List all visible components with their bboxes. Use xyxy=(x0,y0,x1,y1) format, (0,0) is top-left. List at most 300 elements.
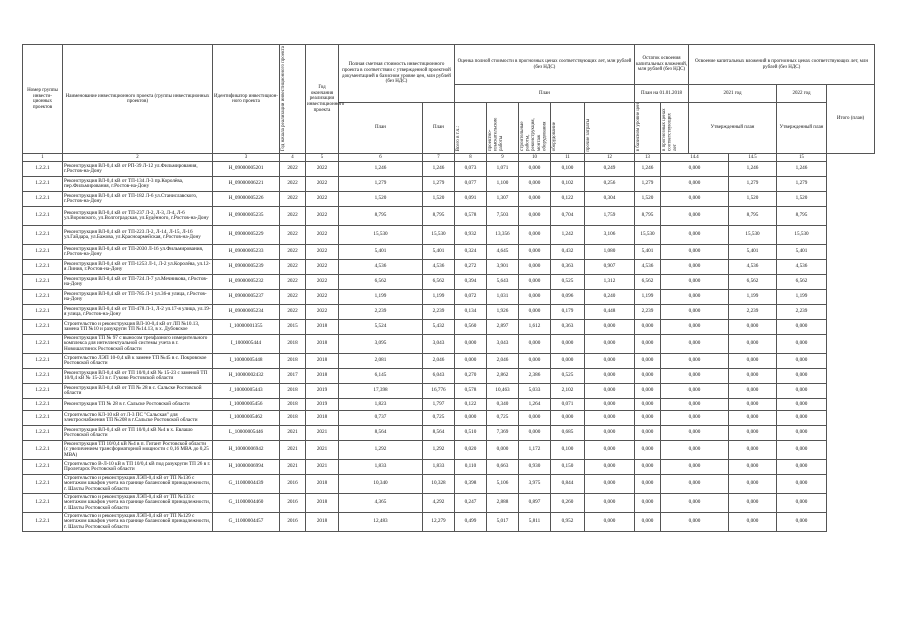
header-approved-plan-2022: Утвержденный план xyxy=(777,103,827,154)
remaining-base-cell: 0,000 xyxy=(635,335,661,354)
approved-2021-cell: 0,000 xyxy=(661,411,729,426)
pir-cell: 5,643 xyxy=(487,275,519,290)
column-number-row xyxy=(23,154,875,162)
equipment-cell: 0,179 xyxy=(551,305,585,320)
project-id-cell: H_09000005233 xyxy=(213,245,280,260)
approved-2021-cell: 0,000 xyxy=(661,475,729,494)
start-year-cell: 2022 xyxy=(280,305,306,320)
total-cell: 0,560 xyxy=(455,320,487,335)
total-cell: 0,578 xyxy=(455,207,487,226)
header-sub-pir: проектно-изыскательские работы xyxy=(487,103,519,154)
start-year-cell: 2018 xyxy=(280,354,306,369)
full-cost-plan-cell: 1,246 xyxy=(339,162,423,177)
remaining-base-cell: 1,199 xyxy=(635,290,661,305)
estimate-plan-cell: 1,279 xyxy=(423,177,455,192)
column-number: 11 xyxy=(551,154,585,162)
start-year-cell: 2021 xyxy=(280,441,306,460)
project-name-cell: Реконструкция ВЛ-0,4 кВ от ТП-237 Л-2, Л-3, Л-4, Л-6 ул.Воровского, ул.Волгоградская, ул.Будённого, г.Ростов-на-Дону xyxy=(63,207,213,226)
table-row xyxy=(23,260,875,275)
equipment-cell: 0,102 xyxy=(551,177,585,192)
pir-cell: 0,000 xyxy=(487,441,519,460)
total-cell: 0,020 xyxy=(455,441,487,460)
project-name-cell: Реконструкция ВЛ-0,4 кВ от ТП-1253 Л-1, Л-2 ул.Королёва, ул.12-я Линия, г.Ростов-на-Дону xyxy=(63,260,213,275)
end-year-cell: 2018 xyxy=(306,411,339,426)
header-plan: План xyxy=(455,85,635,103)
total-cell: 0,072 xyxy=(455,290,487,305)
end-year-cell: 2022 xyxy=(306,275,339,290)
equipment-cell: 0,363 xyxy=(551,260,585,275)
end-year-cell: 2019 xyxy=(306,384,339,399)
table-row xyxy=(23,177,875,192)
group-no-cell: 1.2.2.1 xyxy=(23,260,63,275)
total-cell: 0,000 xyxy=(455,335,487,354)
project-id-cell: H_09000005229 xyxy=(213,226,280,245)
other-cell: 0,000 xyxy=(585,513,635,532)
project-name-cell: Реконструкция ВЛ-0,4 кВ от ТП-478 Л-1, Л-2 ул.17-я улица, ул.19-я улица, г.Ростов-на-Дону xyxy=(63,305,213,320)
other-cell: 0,240 xyxy=(585,290,635,305)
other-cell: 0,000 xyxy=(585,384,635,399)
equipment-cell: 0,952 xyxy=(551,513,585,532)
end-year-cell: 2022 xyxy=(306,207,339,226)
total-cell: 0,324 xyxy=(455,245,487,260)
other-cell: 0,000 xyxy=(585,475,635,494)
pir-cell: 7,369 xyxy=(487,426,519,441)
pir-cell: 13,356 xyxy=(487,226,519,245)
approved-2021-cell: 0,000 xyxy=(661,426,729,441)
total-cell: 0,122 xyxy=(455,399,487,411)
full-cost-plan-cell: 15,530 xyxy=(339,226,423,245)
project-name-cell: Реконструкция ВЛ-0,4 кВ от ТП 10/0,4 кВ №4 в х. Евлашо Ростовской области xyxy=(63,426,213,441)
full-cost-plan-cell: 4,536 xyxy=(339,260,423,275)
equipment-cell: 1,242 xyxy=(551,226,585,245)
approved-2021-cell: 0,000 xyxy=(661,399,729,411)
end-year-cell: 2022 xyxy=(306,226,339,245)
remaining-base-cell: 1,520 xyxy=(635,192,661,207)
full-cost-plan-cell: 1,279 xyxy=(339,177,423,192)
full-cost-plan-cell: 0,737 xyxy=(339,411,423,426)
total-cell: 0,499 xyxy=(455,513,487,532)
group-no-cell: 1.2.2.1 xyxy=(23,207,63,226)
estimate-plan-cell: 5,432 xyxy=(423,320,455,335)
remaining-base-cell: 0,000 xyxy=(635,369,661,384)
table-row xyxy=(23,290,875,305)
pir-cell: 2,888 xyxy=(487,494,519,513)
project-id-cell: H_10000006942 xyxy=(213,441,280,460)
total-plan-cell: 1,199 xyxy=(777,290,827,305)
total-plan-cell: 1,246 xyxy=(777,162,827,177)
smr-cell: 0,000 xyxy=(519,354,551,369)
smr-cell: 0,000 xyxy=(519,192,551,207)
other-cell: 1,759 xyxy=(585,207,635,226)
header-sub-equipment: оборудование xyxy=(551,103,585,154)
header-plan-col6: План xyxy=(423,103,455,154)
start-year-cell: 2018 xyxy=(280,411,306,426)
smr-cell: 0,000 xyxy=(519,426,551,441)
table-row xyxy=(23,399,875,411)
column-number: 10 xyxy=(519,154,551,162)
header-estimate-group: Оценка полной стоимости в прогнозных ценах соответствующих лет, млн рублей (без НДС) xyxy=(455,45,635,85)
project-id-cell: I_10000005456 xyxy=(213,399,280,411)
estimate-plan-cell: 6,043 xyxy=(423,369,455,384)
end-year-cell: 2022 xyxy=(306,305,339,320)
end-year-cell: 2021 xyxy=(306,426,339,441)
approved-2021-cell: 0,000 xyxy=(661,177,729,192)
remaining-base-cell: 0,000 xyxy=(635,494,661,513)
equipment-cell: 2,102 xyxy=(551,384,585,399)
equipment-cell: 0,000 xyxy=(551,335,585,354)
group-no-cell: 1.2.2.1 xyxy=(23,513,63,532)
approved-2021-cell: 0,000 xyxy=(661,320,729,335)
table-body xyxy=(23,162,875,532)
other-cell: 0,000 xyxy=(585,335,635,354)
start-year-cell: 2018 xyxy=(280,384,306,399)
project-id-cell: H_10000006994 xyxy=(213,460,280,475)
remaining-base-cell: 1,246 xyxy=(635,162,661,177)
header-sub-other: прочие затраты xyxy=(585,103,635,154)
approved-2022-cell: 1,246 xyxy=(729,162,777,177)
smr-cell: 0,000 xyxy=(519,411,551,426)
estimate-plan-cell: 6,562 xyxy=(423,275,455,290)
end-year-cell: 2022 xyxy=(306,245,339,260)
full-cost-plan-cell: 8,564 xyxy=(339,426,423,441)
other-cell: 3,106 xyxy=(585,226,635,245)
header-start-year: Год начала реализации инвестиционного проекта xyxy=(280,45,306,154)
total-plan-cell: 0,000 xyxy=(777,441,827,460)
column-number: 8 xyxy=(455,154,487,162)
equipment-cell: 0,071 xyxy=(551,399,585,411)
table-row xyxy=(23,275,875,290)
total-cell: 0,073 xyxy=(455,162,487,177)
approved-2022-cell: 0,000 xyxy=(729,320,777,335)
full-cost-plan-cell: 3,095 xyxy=(339,335,423,354)
total-plan-cell: 5,401 xyxy=(777,245,827,260)
smr-cell: 2,386 xyxy=(519,369,551,384)
approved-2021-cell: 0,000 xyxy=(661,354,729,369)
estimate-plan-cell: 2,046 xyxy=(423,354,455,369)
estimate-plan-cell: 15,530 xyxy=(423,226,455,245)
header-full-cost: Полная сметная стоимость инвестиционного проекта в соответствии с утвержденной проектной документацией в базисном уровне цен, млн рублей (без НДС) xyxy=(339,45,455,103)
estimate-plan-cell: 8,795 xyxy=(423,207,455,226)
total-plan-cell: 2,239 xyxy=(777,305,827,320)
remaining-base-cell: 0,000 xyxy=(635,399,661,411)
group-no-cell: 1.2.2.1 xyxy=(23,320,63,335)
smr-cell: 5,811 xyxy=(519,513,551,532)
smr-cell: 0,930 xyxy=(519,460,551,475)
total-plan-cell: 15,530 xyxy=(777,226,827,245)
smr-cell: 0,000 xyxy=(519,335,551,354)
pir-cell: 3,901 xyxy=(487,260,519,275)
header-group-no: Номер группы инвести-ционных проектов xyxy=(23,45,63,154)
project-name-cell: Реконструкция ВЛ-0,4 кВ от РП-39 Л-12 ул.Фильмирования, г.Ростов-на-Дону xyxy=(63,162,213,177)
approved-2022-cell: 1,520 xyxy=(729,192,777,207)
start-year-cell: 2022 xyxy=(280,275,306,290)
start-year-cell: 2018 xyxy=(280,335,306,354)
approved-2022-cell: 0,000 xyxy=(729,513,777,532)
project-id-cell: I_10000001355 xyxy=(213,320,280,335)
start-year-cell: 2015 xyxy=(280,320,306,335)
project-id-cell: H_09000005239 xyxy=(213,260,280,275)
total-plan-cell: 1,279 xyxy=(777,177,827,192)
project-id-cell: G_11000004460 xyxy=(213,494,280,513)
approved-2021-cell: 0,000 xyxy=(661,460,729,475)
approved-2022-cell: 1,199 xyxy=(729,290,777,305)
column-number: 6 xyxy=(339,154,423,162)
full-cost-plan-cell: 5,524 xyxy=(339,320,423,335)
total-plan-cell: 0,000 xyxy=(777,399,827,411)
group-no-cell: 1.2.2.1 xyxy=(23,177,63,192)
total-cell: 0,077 xyxy=(455,177,487,192)
remaining-base-cell: 0,000 xyxy=(635,384,661,399)
total-cell: 0,272 xyxy=(455,260,487,275)
project-id-cell: G_11000004457 xyxy=(213,513,280,532)
total-plan-cell: 0,000 xyxy=(777,411,827,426)
total-plan-cell: 6,562 xyxy=(777,275,827,290)
group-no-cell: 1.2.2.1 xyxy=(23,384,63,399)
group-no-cell: 1.2.2.1 xyxy=(23,354,63,369)
estimate-plan-cell: 1,833 xyxy=(423,460,455,475)
end-year-cell: 2022 xyxy=(306,260,339,275)
column-number: 5 xyxy=(306,154,339,162)
end-year-cell: 2018 xyxy=(306,369,339,384)
project-id-cell: L_10000005446 xyxy=(213,426,280,441)
project-id-cell: I_10000005462 xyxy=(213,411,280,426)
estimate-plan-cell: 10,328 xyxy=(423,475,455,494)
approved-2021-cell: 0,000 xyxy=(661,226,729,245)
start-year-cell: 2017 xyxy=(280,369,306,384)
full-cost-plan-cell: 4,365 xyxy=(339,494,423,513)
remaining-base-cell: 6,562 xyxy=(635,275,661,290)
approved-2022-cell: 0,000 xyxy=(729,441,777,460)
header-sub-forecast-prices: в прогнозных ценах соответствующих лет xyxy=(661,103,689,154)
equipment-cell: 0,363 xyxy=(551,320,585,335)
remaining-base-cell: 0,000 xyxy=(635,354,661,369)
approved-2021-cell: 0,000 xyxy=(661,207,729,226)
equipment-cell: 0,100 xyxy=(551,162,585,177)
total-plan-cell: 0,000 xyxy=(777,475,827,494)
equipment-cell: 0,150 xyxy=(551,460,585,475)
table-row xyxy=(23,305,875,320)
project-name-cell: Строительство и реконструкция ЛЭП-0,4 кВ от ТП №129 с монтажом шкафов учета на границе балансовой принадлежности, г. Шахты Ростовской области xyxy=(63,513,213,532)
total-plan-cell: 0,000 xyxy=(777,426,827,441)
estimate-plan-cell: 2,239 xyxy=(423,305,455,320)
approved-2022-cell: 1,279 xyxy=(729,177,777,192)
table-row xyxy=(23,162,875,177)
remaining-base-cell: 0,000 xyxy=(635,513,661,532)
approved-2022-cell: 0,000 xyxy=(729,494,777,513)
equipment-cell: 0,685 xyxy=(551,426,585,441)
end-year-cell: 2019 xyxy=(306,399,339,411)
remaining-base-cell: 0,000 xyxy=(635,460,661,475)
smr-cell: 5,033 xyxy=(519,384,551,399)
total-plan-cell: 0,000 xyxy=(777,335,827,354)
project-id-cell: G_11000004439 xyxy=(213,475,280,494)
approved-2022-cell: 2,239 xyxy=(729,305,777,320)
project-name-cell: Реконструкция ТП 10/0,4 кВ №4 в п. Гигант Ростовской области (с увеличением трансформаторной мощности с 0,16 МВА до 0,25 МВА) xyxy=(63,441,213,460)
table-row xyxy=(23,245,875,260)
column-number: 13 xyxy=(635,154,661,162)
pir-cell: 0,663 xyxy=(487,460,519,475)
approved-2022-cell: 8,795 xyxy=(729,207,777,226)
total-cell: 0,110 xyxy=(455,460,487,475)
header-sub-total: Всего в т.ч.: xyxy=(455,103,487,154)
header-sub-smr: строительные работы, реконструкция, монтаж оборудования xyxy=(519,103,551,154)
full-cost-plan-cell: 2,239 xyxy=(339,305,423,320)
table-row xyxy=(23,192,875,207)
approved-2022-cell: 0,000 xyxy=(729,411,777,426)
approved-2022-cell: 15,530 xyxy=(729,226,777,245)
pir-cell: 5,017 xyxy=(487,513,519,532)
start-year-cell: 2016 xyxy=(280,475,306,494)
other-cell: 0,000 xyxy=(585,354,635,369)
project-name-cell: Строительство В-Л-10 кВ в ТП 10/0,4 кВ под разукрупн ТП 26 в г. Пролетарск Ростовской области xyxy=(63,460,213,475)
other-cell: 0,249 xyxy=(585,162,635,177)
total-plan-cell: 0,000 xyxy=(777,494,827,513)
end-year-cell: 2018 xyxy=(306,320,339,335)
full-cost-plan-cell: 1,292 xyxy=(339,441,423,460)
pir-cell: 0,340 xyxy=(487,399,519,411)
start-year-cell: 2022 xyxy=(280,177,306,192)
equipment-cell: 0,704 xyxy=(551,207,585,226)
header-year-2021: 2021 год xyxy=(689,85,777,103)
group-no-cell: 1.2.2.1 xyxy=(23,192,63,207)
estimate-plan-cell: 0,725 xyxy=(423,411,455,426)
approved-2022-cell: 0,000 xyxy=(729,384,777,399)
approved-2022-cell: 0,000 xyxy=(729,426,777,441)
project-id-cell: I_10000005448 xyxy=(213,354,280,369)
pir-cell: 7,503 xyxy=(487,207,519,226)
smr-cell: 3,975 xyxy=(519,475,551,494)
table-row xyxy=(23,411,875,426)
table-row xyxy=(23,426,875,441)
estimate-plan-cell: 1,520 xyxy=(423,192,455,207)
other-cell: 0,000 xyxy=(585,369,635,384)
approved-2021-cell: 0,000 xyxy=(661,494,729,513)
end-year-cell: 2022 xyxy=(306,162,339,177)
other-cell: 0,000 xyxy=(585,411,635,426)
table-row xyxy=(23,354,875,369)
column-number: 1 xyxy=(23,154,63,162)
approved-2021-cell: 0,000 xyxy=(661,335,729,354)
smr-cell: 1,612 xyxy=(519,320,551,335)
end-year-cell: 2022 xyxy=(306,177,339,192)
remaining-base-cell: 0,000 xyxy=(635,426,661,441)
total-cell: 0,247 xyxy=(455,494,487,513)
estimate-plan-cell: 4,292 xyxy=(423,494,455,513)
other-cell: 0,000 xyxy=(585,441,635,460)
start-year-cell: 2022 xyxy=(280,260,306,275)
end-year-cell: 2018 xyxy=(306,354,339,369)
other-cell: 0,000 xyxy=(585,320,635,335)
column-number: 7 xyxy=(423,154,455,162)
estimate-plan-cell: 4,536 xyxy=(423,260,455,275)
estimate-plan-cell: 1,246 xyxy=(423,162,455,177)
equipment-cell: 0,122 xyxy=(551,192,585,207)
total-cell: 0,510 xyxy=(455,426,487,441)
start-year-cell: 2022 xyxy=(280,226,306,245)
full-cost-plan-cell: 6,145 xyxy=(339,369,423,384)
smr-cell: 0,000 xyxy=(519,245,551,260)
column-number: 12 xyxy=(585,154,635,162)
project-id-cell: H_10000002432 xyxy=(213,369,280,384)
approved-2022-cell: 0,000 xyxy=(729,460,777,475)
full-cost-plan-cell: 5,401 xyxy=(339,245,423,260)
equipment-cell: 0,000 xyxy=(551,354,585,369)
header-project-id: Идентификатор инвестицион-ного проекта xyxy=(213,45,280,154)
approved-2021-cell: 0,000 xyxy=(661,162,729,177)
equipment-cell: 0,096 xyxy=(551,290,585,305)
approved-2021-cell: 0,000 xyxy=(661,441,729,460)
equipment-cell: 0,432 xyxy=(551,245,585,260)
total-cell: 0,270 xyxy=(455,369,487,384)
total-cell: 0,578 xyxy=(455,384,487,399)
equipment-cell: 0,000 xyxy=(551,411,585,426)
project-name-cell: Реконструкция ВЛ-0,4 кВ от ТП-134 Л-3 пр.Королёва, пер.Фильмирования, г.Ростов-на-Дону xyxy=(63,177,213,192)
header-capital-investment: Освоение капитальных вложений в прогнозных ценах соответствующих лет, млн рублей (без НДС) xyxy=(689,45,875,85)
smr-cell: 0,000 xyxy=(519,290,551,305)
end-year-cell: 2018 xyxy=(306,494,339,513)
header-year-2022: 2022 год xyxy=(777,85,827,103)
project-name-cell: Реконструкция ВЛ-0,4 кВ от ТП-785 Л-1 ул.36-я улица, г.Ростов-на-Дону xyxy=(63,290,213,305)
total-cell: 0,134 xyxy=(455,305,487,320)
end-year-cell: 2018 xyxy=(306,475,339,494)
pir-cell: 1,926 xyxy=(487,305,519,320)
approved-2022-cell: 0,000 xyxy=(729,335,777,354)
full-cost-plan-cell: 8,795 xyxy=(339,207,423,226)
total-plan-cell: 0,000 xyxy=(777,460,827,475)
remaining-base-cell: 0,000 xyxy=(635,411,661,426)
full-cost-plan-cell: 2,081 xyxy=(339,354,423,369)
approved-2021-cell: 0,000 xyxy=(661,305,729,320)
total-cell: 0,394 xyxy=(455,275,487,290)
start-year-cell: 2022 xyxy=(280,192,306,207)
table-row xyxy=(23,494,875,513)
project-id-cell: H_09000005232 xyxy=(213,275,280,290)
approved-2021-cell: 0,000 xyxy=(661,369,729,384)
equipment-cell: 0,260 xyxy=(551,494,585,513)
approved-2021-cell: 0,000 xyxy=(661,260,729,275)
smr-cell: 0,000 xyxy=(519,177,551,192)
other-cell: 0,448 xyxy=(585,305,635,320)
group-no-cell: 1.2.2.1 xyxy=(23,460,63,475)
estimate-plan-cell: 1,797 xyxy=(423,399,455,411)
group-no-cell: 1.2.2.1 xyxy=(23,335,63,354)
other-cell: 0,256 xyxy=(585,177,635,192)
group-no-cell: 1.2.2.1 xyxy=(23,369,63,384)
header-total-plan: Итого (план) xyxy=(827,85,875,154)
table-row xyxy=(23,226,875,245)
estimate-plan-cell: 16,776 xyxy=(423,384,455,399)
start-year-cell: 2016 xyxy=(280,513,306,532)
table-row xyxy=(23,513,875,532)
group-no-cell: 1.2.2.1 xyxy=(23,275,63,290)
project-name-cell: Строительство и реконструкция ВЛ-10-0,4 кВ от ЛП №10.13, замена ТП №10 и разукрупн ТП №14.13, в х. Дубовское xyxy=(63,320,213,335)
project-name-cell: Строительство ЛЭП 10-0,4 кВ к замене ТП №45 в с. Покровское Ростовской области xyxy=(63,354,213,369)
group-no-cell: 1.2.2.1 xyxy=(23,162,63,177)
table-row xyxy=(23,460,875,475)
header-approved-plan-2021: Утвержденный план xyxy=(689,103,777,154)
project-name-cell: Реконструкция ВЛ-0,4 кВ от ТП-182 Л-6 ул.Станиславского, г.Ростов-на-Дону xyxy=(63,192,213,207)
project-id-cell: H_09000006221 xyxy=(213,177,280,192)
table-row xyxy=(23,384,875,399)
header-remaining-value: Остаток освоения капитальных вложений, млн рублей (без НДС) xyxy=(635,45,689,85)
other-cell: 0,000 xyxy=(585,399,635,411)
equipment-cell: 0,525 xyxy=(551,369,585,384)
project-name-cell: Реконструкция ТП № 28 в г. Сальске Ростовской области xyxy=(63,399,213,411)
total-plan-cell: 4,536 xyxy=(777,260,827,275)
project-id-cell: H_09000005234 xyxy=(213,305,280,320)
start-year-cell: 2018 xyxy=(280,399,306,411)
remaining-base-cell: 0,000 xyxy=(635,475,661,494)
